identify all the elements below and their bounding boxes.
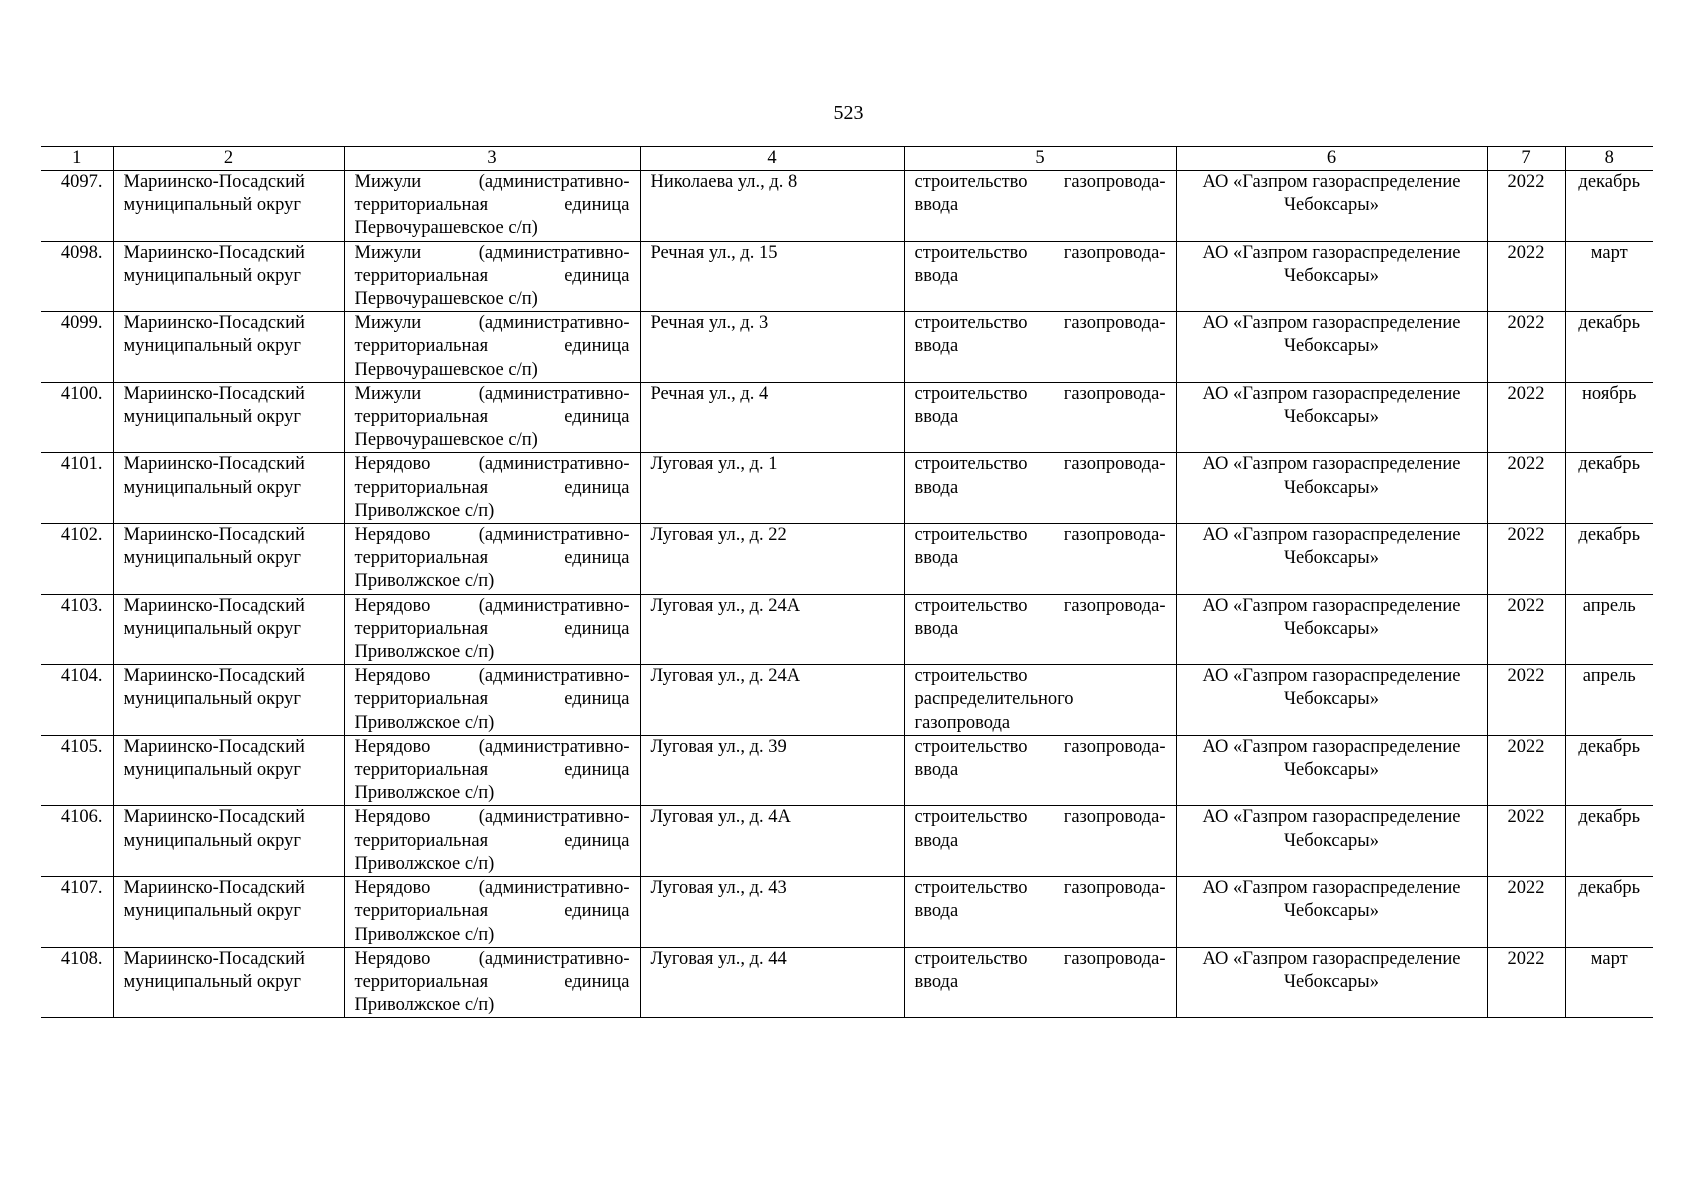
month-cell: декабрь <box>1565 312 1653 383</box>
row-number-cell: 4099. <box>41 312 113 383</box>
column-header: 7 <box>1487 147 1565 171</box>
row-number-cell: 4098. <box>41 241 113 312</box>
settlement-cell: Нерядово (административно-территориальная единица Приволжское с/п) <box>344 947 640 1018</box>
month-cell: декабрь <box>1565 171 1653 242</box>
district-cell: Мариинско-Посадский муниципальный округ <box>113 665 344 736</box>
settlement-cell: Мижули (административно-территориальная единица Первочурашевское с/п) <box>344 312 640 383</box>
district-cell: Мариинско-Посадский муниципальный округ <box>113 453 344 524</box>
column-number-row <box>41 147 1653 171</box>
table-body <box>41 147 1653 1018</box>
address-cell: Луговая ул., д. 1 <box>640 453 904 524</box>
address-cell: Луговая ул., д. 4А <box>640 806 904 877</box>
work-type-cell: строительство газопровода-ввода <box>904 171 1176 242</box>
month-cell: апрель <box>1565 665 1653 736</box>
organization-cell: АО «Газпром газораспределение Чебоксары» <box>1176 806 1487 877</box>
table-row <box>41 877 1653 948</box>
district-cell: Мариинско-Посадский муниципальный округ <box>113 594 344 665</box>
settlement-cell: Мижули (административно-территориальная единица Первочурашевское с/п) <box>344 241 640 312</box>
table-row <box>41 594 1653 665</box>
organization-cell: АО «Газпром газораспределение Чебоксары» <box>1176 312 1487 383</box>
district-cell: Мариинско-Посадский муниципальный округ <box>113 947 344 1018</box>
column-header: 8 <box>1565 147 1653 171</box>
page-number: 523 <box>833 102 864 124</box>
settlement-cell: Нерядово (административно-территориальная единица Приволжское с/п) <box>344 453 640 524</box>
organization-cell: АО «Газпром газораспределение Чебоксары» <box>1176 382 1487 453</box>
work-type-cell: строительство газопровода-ввода <box>904 947 1176 1018</box>
district-cell: Мариинско-Посадский муниципальный округ <box>113 877 344 948</box>
table-row <box>41 524 1653 595</box>
row-number-cell: 4102. <box>41 524 113 595</box>
row-number-cell: 4097. <box>41 171 113 242</box>
address-cell: Николаева ул., д. 8 <box>640 171 904 242</box>
address-cell: Луговая ул., д. 39 <box>640 735 904 806</box>
address-cell: Речная ул., д. 3 <box>640 312 904 383</box>
address-cell: Луговая ул., д. 24А <box>640 594 904 665</box>
settlement-cell: Мижули (административно-территориальная единица Первочурашевское с/п) <box>344 171 640 242</box>
column-header: 1 <box>41 147 113 171</box>
district-cell: Мариинско-Посадский муниципальный округ <box>113 312 344 383</box>
column-header: 3 <box>344 147 640 171</box>
address-cell: Речная ул., д. 15 <box>640 241 904 312</box>
year-cell: 2022 <box>1487 312 1565 383</box>
district-cell: Мариинско-Посадский муниципальный округ <box>113 735 344 806</box>
organization-cell: АО «Газпром газораспределение Чебоксары» <box>1176 947 1487 1018</box>
table-row <box>41 947 1653 1018</box>
work-type-cell: строительство газопровода-ввода <box>904 524 1176 595</box>
row-number-cell: 4106. <box>41 806 113 877</box>
organization-cell: АО «Газпром газораспределение Чебоксары» <box>1176 877 1487 948</box>
month-cell: декабрь <box>1565 877 1653 948</box>
table-row <box>41 312 1653 383</box>
month-cell: декабрь <box>1565 524 1653 595</box>
year-cell: 2022 <box>1487 594 1565 665</box>
work-type-cell: строительство распределительного газопровода <box>904 665 1176 736</box>
column-header: 6 <box>1176 147 1487 171</box>
year-cell: 2022 <box>1487 524 1565 595</box>
address-cell: Речная ул., д. 4 <box>640 382 904 453</box>
month-cell: декабрь <box>1565 735 1653 806</box>
year-cell: 2022 <box>1487 735 1565 806</box>
row-number-cell: 4108. <box>41 947 113 1018</box>
year-cell: 2022 <box>1487 382 1565 453</box>
month-cell: март <box>1565 241 1653 312</box>
organization-cell: АО «Газпром газораспределение Чебоксары» <box>1176 241 1487 312</box>
month-cell: апрель <box>1565 594 1653 665</box>
organization-cell: АО «Газпром газораспределение Чебоксары» <box>1176 171 1487 242</box>
year-cell: 2022 <box>1487 665 1565 736</box>
district-cell: Мариинско-Посадский муниципальный округ <box>113 382 344 453</box>
column-header: 5 <box>904 147 1176 171</box>
district-cell: Мариинско-Посадский муниципальный округ <box>113 524 344 595</box>
year-cell: 2022 <box>1487 453 1565 524</box>
column-header: 4 <box>640 147 904 171</box>
year-cell: 2022 <box>1487 806 1565 877</box>
settlement-cell: Нерядово (административно-территориальная единица Приволжское с/п) <box>344 735 640 806</box>
settlement-cell: Мижули (административно-территориальная единица Первочурашевское с/п) <box>344 382 640 453</box>
work-type-cell: строительство газопровода-ввода <box>904 735 1176 806</box>
settlement-cell: Нерядово (административно-территориальная единица Приволжское с/п) <box>344 524 640 595</box>
year-cell: 2022 <box>1487 877 1565 948</box>
organization-cell: АО «Газпром газораспределение Чебоксары» <box>1176 524 1487 595</box>
organization-cell: АО «Газпром газораспределение Чебоксары» <box>1176 594 1487 665</box>
register-table <box>41 146 1653 1018</box>
row-number-cell: 4104. <box>41 665 113 736</box>
work-type-cell: строительство газопровода-ввода <box>904 312 1176 383</box>
settlement-cell: Нерядово (административно-территориальная единица Приволжское с/п) <box>344 594 640 665</box>
month-cell: ноябрь <box>1565 382 1653 453</box>
row-number-cell: 4101. <box>41 453 113 524</box>
work-type-cell: строительство газопровода-ввода <box>904 877 1176 948</box>
work-type-cell: строительство газопровода-ввода <box>904 241 1176 312</box>
organization-cell: АО «Газпром газораспределение Чебоксары» <box>1176 665 1487 736</box>
work-type-cell: строительство газопровода-ввода <box>904 806 1176 877</box>
table-row <box>41 735 1653 806</box>
organization-cell: АО «Газпром газораспределение Чебоксары» <box>1176 453 1487 524</box>
month-cell: декабрь <box>1565 453 1653 524</box>
row-number-cell: 4103. <box>41 594 113 665</box>
year-cell: 2022 <box>1487 241 1565 312</box>
row-number-cell: 4100. <box>41 382 113 453</box>
month-cell: март <box>1565 947 1653 1018</box>
table-row <box>41 453 1653 524</box>
table-row <box>41 171 1653 242</box>
district-cell: Мариинско-Посадский муниципальный округ <box>113 171 344 242</box>
row-number-cell: 4107. <box>41 877 113 948</box>
row-number-cell: 4105. <box>41 735 113 806</box>
column-header: 2 <box>113 147 344 171</box>
settlement-cell: Нерядово (административно-территориальная единица Приволжское с/п) <box>344 665 640 736</box>
settlement-cell: Нерядово (административно-территориальная единица Приволжское с/п) <box>344 877 640 948</box>
address-cell: Луговая ул., д. 24А <box>640 665 904 736</box>
district-cell: Мариинско-Посадский муниципальный округ <box>113 806 344 877</box>
work-type-cell: строительство газопровода-ввода <box>904 594 1176 665</box>
address-cell: Луговая ул., д. 22 <box>640 524 904 595</box>
settlement-cell: Нерядово (административно-территориальная единица Приволжское с/п) <box>344 806 640 877</box>
address-cell: Луговая ул., д. 44 <box>640 947 904 1018</box>
year-cell: 2022 <box>1487 947 1565 1018</box>
year-cell: 2022 <box>1487 171 1565 242</box>
table-row <box>41 665 1653 736</box>
organization-cell: АО «Газпром газораспределение Чебоксары» <box>1176 735 1487 806</box>
table-row <box>41 241 1653 312</box>
table-row <box>41 382 1653 453</box>
district-cell: Мариинско-Посадский муниципальный округ <box>113 241 344 312</box>
work-type-cell: строительство газопровода-ввода <box>904 382 1176 453</box>
table-row <box>41 806 1653 877</box>
month-cell: декабрь <box>1565 806 1653 877</box>
address-cell: Луговая ул., д. 43 <box>640 877 904 948</box>
work-type-cell: строительство газопровода-ввода <box>904 453 1176 524</box>
